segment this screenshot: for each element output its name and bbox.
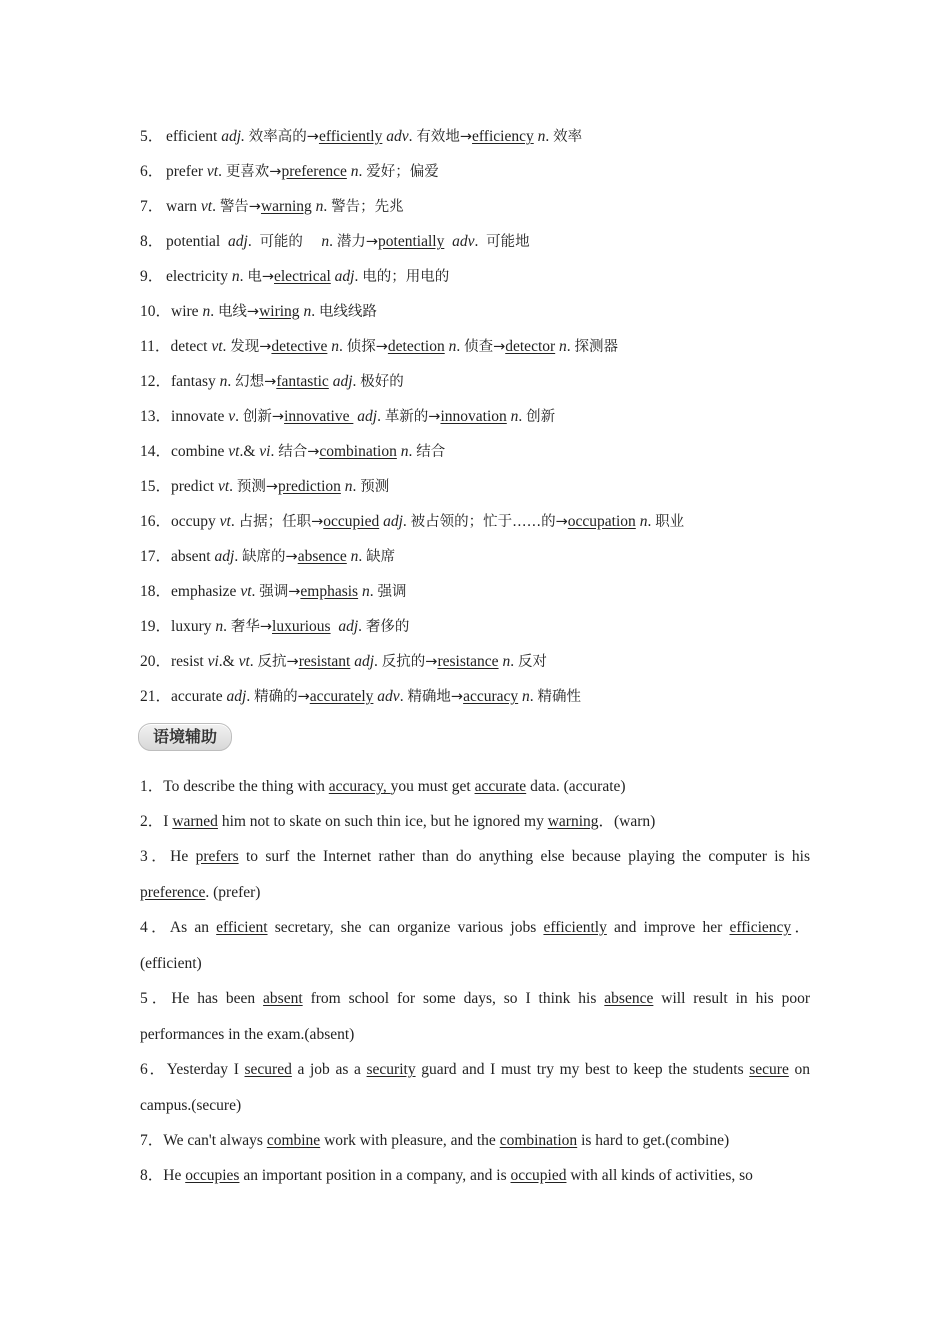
part-of-speech: n — [350, 548, 359, 565]
text-segment: . — [545, 128, 554, 145]
text-segment: 发现→ — [230, 339, 272, 355]
part-of-speech: vt — [217, 478, 230, 495]
text-segment: He has been — [171, 990, 264, 1007]
text-segment: potential — [166, 233, 228, 250]
answer-word: innovation — [440, 408, 507, 425]
text-segment: 精确地→ — [407, 689, 464, 705]
part-of-speech: n — [344, 478, 353, 495]
answer-word: resistant — [298, 653, 351, 670]
text-segment: 精确的→ — [254, 689, 310, 705]
text-segment: 可能的 — [259, 234, 322, 250]
section-banner: 语境辅助 — [138, 723, 232, 751]
item-number: 6． — [140, 1061, 167, 1078]
text-segment: Yesterday I — [166, 1061, 245, 1078]
answer-word: prefers — [195, 848, 239, 865]
vocab-item — [140, 476, 810, 511]
text-segment: . — [270, 443, 279, 460]
text-segment: 侦查→ — [464, 339, 506, 355]
answer-word: absence — [297, 548, 347, 565]
text-segment: . — [374, 653, 382, 670]
text-segment: guard and I must try my best to keep the students — [415, 1061, 750, 1078]
part-of-speech: adj — [214, 548, 235, 565]
text-segment: 潜力→ — [336, 234, 379, 250]
text-segment: combine — [171, 443, 229, 460]
answer-word: detector — [505, 338, 556, 355]
example-sentence — [140, 1123, 810, 1159]
text-segment: . — [369, 583, 378, 600]
text-segment: . — [323, 198, 332, 215]
text-segment: 占据；任职→ — [238, 514, 324, 530]
part-of-speech: adv — [377, 688, 400, 705]
example-sentence — [140, 981, 810, 1053]
text-segment: He — [163, 1167, 186, 1184]
part-of-speech: adj — [383, 513, 403, 530]
text-segment: . — [456, 338, 465, 355]
part-of-speech: n — [215, 618, 224, 635]
text-segment: . — [339, 338, 347, 355]
answer-word: secure — [749, 1061, 789, 1078]
part-of-speech: vt — [228, 443, 240, 460]
text-segment: luxury — [171, 618, 216, 635]
text-segment: . — [311, 303, 319, 320]
item-number: 21． — [140, 688, 172, 705]
text-segment: you must get — [390, 778, 475, 795]
part-of-speech: v — [228, 408, 236, 425]
answer-word: accuracy, — [328, 778, 391, 795]
text-segment: . — [229, 478, 237, 495]
text-segment: . — [518, 408, 527, 425]
vocab-item — [140, 231, 810, 266]
vocab-item — [140, 301, 810, 336]
answer-word: luxurious — [272, 618, 331, 635]
text-segment: . — [402, 513, 411, 530]
vocab-item — [140, 546, 810, 581]
text-segment: accurate — [171, 688, 227, 705]
part-of-speech: n — [315, 198, 324, 215]
example-sentence — [140, 769, 810, 805]
text-segment: . — [529, 688, 538, 705]
answer-word: efficiently — [318, 128, 383, 145]
item-number: 2． — [140, 813, 164, 830]
answer-word: warning — [260, 198, 312, 215]
answer-word: efficiency — [472, 128, 534, 145]
text-segment: 精确性 — [537, 689, 582, 705]
item-number: 18． — [140, 583, 172, 600]
text-segment: 可能地 — [486, 234, 530, 250]
text-segment: work with pleasure, and the — [320, 1132, 500, 1149]
example-sentence — [140, 1052, 810, 1124]
answer-word: warned — [172, 813, 218, 830]
item-number: 13． — [140, 408, 172, 425]
text-segment: ．(warn) — [598, 813, 656, 830]
vocab-item — [140, 651, 810, 686]
text-segment: . — [249, 653, 258, 670]
item-number: 16． — [140, 513, 172, 530]
answer-word: accuracy — [463, 688, 519, 705]
vocab-item — [140, 406, 810, 441]
item-number: 7． — [140, 1132, 164, 1149]
vocab-item — [140, 616, 810, 651]
text-segment: with all kinds of activities, so — [566, 1167, 753, 1184]
item-number: 8． — [140, 1167, 164, 1184]
part-of-speech: n — [400, 443, 409, 460]
answer-word: potentially — [378, 233, 445, 250]
text-segment: .& — [218, 653, 239, 670]
text-segment: . — [647, 513, 656, 530]
text-segment: secretary, she can organize various jobs — [267, 919, 544, 936]
text-segment: absent — [171, 548, 215, 565]
text-segment: resist — [171, 653, 208, 670]
text-segment: emphasize — [171, 583, 241, 600]
text-segment: . — [474, 233, 487, 250]
answer-word: efficient — [216, 919, 268, 936]
text-segment: . — [358, 163, 367, 180]
answer-word: occupation — [567, 513, 636, 530]
part-of-speech: n — [303, 303, 312, 320]
answer-word: prediction — [278, 478, 341, 495]
vocab-item — [140, 441, 810, 476]
text-segment: from school for some days, so I think his — [302, 990, 605, 1007]
answer-word: emphasis — [300, 583, 359, 600]
text-segment: and improve her — [606, 919, 730, 936]
part-of-speech: adj — [354, 653, 375, 670]
text-segment: electricity — [166, 268, 232, 285]
answer-word: combination — [319, 443, 397, 460]
text-segment: To describe the thing with — [163, 778, 329, 795]
answer-word: fantastic — [276, 373, 329, 390]
item-number: 3． — [140, 848, 171, 865]
text-segment: .& — [239, 443, 260, 460]
part-of-speech: n — [639, 513, 648, 530]
answer-word: efficiency — [729, 919, 792, 936]
document-page — [140, 126, 810, 1193]
example-sentence — [140, 1158, 810, 1194]
text-segment: . — [227, 373, 236, 390]
text-segment: . — [354, 268, 363, 285]
item-number: 15． — [140, 478, 172, 495]
answer-word: occupied — [510, 1167, 567, 1184]
text-segment: . — [251, 583, 260, 600]
text-segment: 被占领的；忙于……的→ — [410, 514, 568, 530]
text-segment: him not to skate on such thin ice, but he ignored my — [217, 813, 548, 830]
text-segment: 创新→ — [242, 409, 285, 425]
part-of-speech: vt — [211, 338, 223, 355]
answer-word: secured — [244, 1061, 292, 1078]
vocab-item — [140, 126, 810, 161]
example-sentence — [140, 804, 810, 840]
answer-word: security — [366, 1061, 416, 1078]
text-segment: innovate — [171, 408, 229, 425]
answer-word: warning — [547, 813, 599, 830]
answer-word: wiring — [259, 303, 300, 320]
text-segment: 反对 — [517, 654, 547, 670]
answer-word: combine — [266, 1132, 321, 1149]
text-segment: 反抗的→ — [381, 654, 438, 670]
answer-word: combination — [499, 1132, 578, 1149]
text-segment: 缺席 — [366, 549, 396, 565]
part-of-speech: n — [231, 268, 240, 285]
text-segment: . — [352, 373, 361, 390]
text-segment: 结合→ — [278, 444, 320, 460]
text-segment: . (prefer) — [205, 884, 261, 901]
vocab-item — [140, 686, 810, 721]
text-segment: will result in his poor performances in the exam.(absent) — [140, 990, 810, 1043]
text-segment: 效率高的→ — [248, 129, 319, 145]
text-segment: 更喜欢→ — [225, 164, 282, 180]
item-number: 6． — [140, 163, 164, 180]
part-of-speech: adj — [228, 233, 248, 250]
answer-word: occupied — [323, 513, 380, 530]
text-segment: . — [218, 163, 226, 180]
part-of-speech: n — [510, 408, 519, 425]
text-segment: is hard to get.(combine) — [577, 1132, 730, 1149]
item-number: 11． — [140, 338, 171, 355]
text-segment: 效率 — [553, 129, 583, 145]
text-segment: 幻想→ — [235, 374, 277, 390]
example-sentence — [140, 839, 810, 911]
text-segment: 侦探→ — [346, 339, 388, 355]
part-of-speech: n — [537, 128, 546, 145]
text-segment: 结合 — [416, 444, 446, 460]
text-segment: 电线→ — [217, 304, 260, 320]
part-of-speech: adj — [334, 268, 355, 285]
text-segment: data. (accurate) — [526, 778, 626, 795]
text-segment: . — [223, 618, 231, 635]
text-segment: ．(efficient) — [140, 919, 810, 972]
part-of-speech: adj — [357, 408, 378, 425]
text-segment: 缺席的→ — [242, 549, 298, 565]
part-of-speech: n — [361, 583, 370, 600]
part-of-speech: adj — [338, 618, 359, 635]
part-of-speech: n — [321, 233, 330, 250]
answer-word: accurately — [309, 688, 374, 705]
text-segment: 探测器 — [574, 339, 619, 355]
text-segment: 预测 — [360, 479, 390, 495]
text-segment: 电线线路 — [318, 304, 377, 320]
example-sentence — [140, 910, 810, 982]
text-segment: We can't always — [163, 1132, 267, 1149]
item-number: 9． — [140, 268, 164, 285]
vocab-item — [140, 161, 810, 196]
text-segment: an important position in a company, and is — [239, 1167, 511, 1184]
answer-word: absent — [263, 990, 303, 1007]
vocab-item — [140, 266, 810, 301]
text-segment: 极好的 — [360, 374, 404, 390]
answer-word: accurate — [474, 778, 527, 795]
part-of-speech: vt — [200, 198, 213, 215]
vocab-item — [140, 511, 810, 546]
text-segment: . — [510, 653, 518, 670]
item-number: 19． — [140, 618, 172, 635]
text-segment: 强调→ — [259, 584, 301, 600]
answer-word: detective — [271, 338, 328, 355]
answer-word: detection — [387, 338, 445, 355]
text-segment: . — [408, 128, 417, 145]
text-segment: . — [212, 198, 220, 215]
text-segment: . — [566, 338, 575, 355]
text-segment: 电→ — [247, 269, 274, 285]
text-segment: a job as a — [291, 1061, 367, 1078]
text-segment: 反抗→ — [257, 654, 299, 670]
text-segment: detect — [170, 338, 212, 355]
text-segment: 电的；用电的 — [362, 269, 450, 285]
text-segment: 警告→ — [219, 199, 261, 215]
text-segment: . — [358, 548, 367, 565]
text-segment: 警告；先兆 — [331, 199, 404, 215]
answer-word: occupies — [185, 1167, 240, 1184]
item-number: 17． — [140, 548, 172, 565]
sentence-list — [140, 769, 810, 1194]
item-number: 14． — [140, 443, 172, 460]
part-of-speech: vi — [207, 653, 219, 670]
part-of-speech: n — [522, 688, 530, 705]
text-segment: 职业 — [655, 514, 685, 530]
text-segment: . — [247, 233, 260, 250]
text-segment: . — [377, 408, 385, 425]
text-segment: on campus.(secure) — [140, 1061, 810, 1114]
text-segment: prefer — [166, 163, 207, 180]
item-number: 5． — [140, 128, 164, 145]
text-segment: . — [210, 303, 218, 320]
part-of-speech: vt — [240, 583, 252, 600]
vocab-list — [140, 126, 810, 721]
text-segment: . — [222, 338, 231, 355]
part-of-speech: adj — [332, 373, 353, 390]
item-number: 20． — [140, 653, 172, 670]
text-segment: . — [352, 478, 361, 495]
text-segment: 奢侈的 — [365, 619, 410, 635]
part-of-speech: adv — [386, 128, 409, 145]
part-of-speech: n — [448, 338, 457, 355]
text-segment: to surf the Internet rather than do anything else because playing the computer is his — [238, 848, 810, 865]
text-segment: He — [170, 848, 196, 865]
part-of-speech: adj. — [221, 128, 249, 145]
part-of-speech: adj — [226, 688, 247, 705]
text-segment: 革新的→ — [384, 409, 441, 425]
text-segment: . — [235, 408, 243, 425]
part-of-speech: n — [219, 373, 228, 390]
item-number: 5． — [140, 990, 172, 1007]
text-segment: As an — [169, 919, 217, 936]
answer-word: efficiently — [543, 919, 607, 936]
part-of-speech: n — [202, 303, 211, 320]
vocab-item — [140, 581, 810, 616]
text-segment: 预测→ — [236, 479, 279, 495]
answer-word: absence — [604, 990, 654, 1007]
item-number: 1． — [140, 778, 164, 795]
text-segment: . — [408, 443, 417, 460]
item-number: 4． — [140, 919, 170, 936]
text-segment: wire — [171, 303, 203, 320]
text-segment: 有效地→ — [416, 129, 473, 145]
answer-word: electrical — [274, 268, 331, 285]
answer-word: innovative — [284, 408, 354, 425]
part-of-speech: adv — [452, 233, 475, 250]
text-segment: . — [230, 513, 239, 530]
text-segment: . — [246, 688, 255, 705]
item-number: 10． — [140, 303, 172, 320]
text-segment: 强调 — [377, 584, 407, 600]
text-segment: efficient — [166, 128, 222, 145]
text-segment: . — [399, 688, 408, 705]
answer-word: resistance — [437, 653, 499, 670]
text-segment: 创新 — [526, 409, 556, 425]
text-segment: . — [239, 268, 248, 285]
part-of-speech: vi — [259, 443, 271, 460]
item-number: 12． — [140, 373, 172, 390]
text-segment: . — [358, 618, 366, 635]
text-segment: warn — [166, 198, 201, 215]
vocab-item — [140, 336, 810, 371]
text-segment: 爱好；偏爱 — [366, 164, 439, 180]
item-number: 8． — [140, 233, 164, 250]
text-segment: predict — [171, 478, 218, 495]
part-of-speech: n — [331, 338, 339, 355]
part-of-speech: n — [350, 163, 359, 180]
part-of-speech: vt — [206, 163, 219, 180]
part-of-speech: n — [559, 338, 567, 355]
vocab-item — [140, 196, 810, 231]
answer-word: preference — [281, 163, 347, 180]
text-segment: fantasy — [171, 373, 220, 390]
part-of-speech: vt — [219, 513, 231, 530]
text-segment: 奢华→ — [230, 619, 273, 635]
vocab-item — [140, 371, 810, 406]
text-segment: . — [234, 548, 243, 565]
answer-word: preference — [140, 884, 206, 901]
text-segment: . — [329, 233, 337, 250]
text-segment — [444, 233, 452, 250]
item-number: 7． — [140, 198, 164, 215]
part-of-speech: n — [502, 653, 511, 670]
text-segment: I — [163, 813, 173, 830]
part-of-speech: vt — [238, 653, 250, 670]
text-segment: occupy — [171, 513, 220, 530]
